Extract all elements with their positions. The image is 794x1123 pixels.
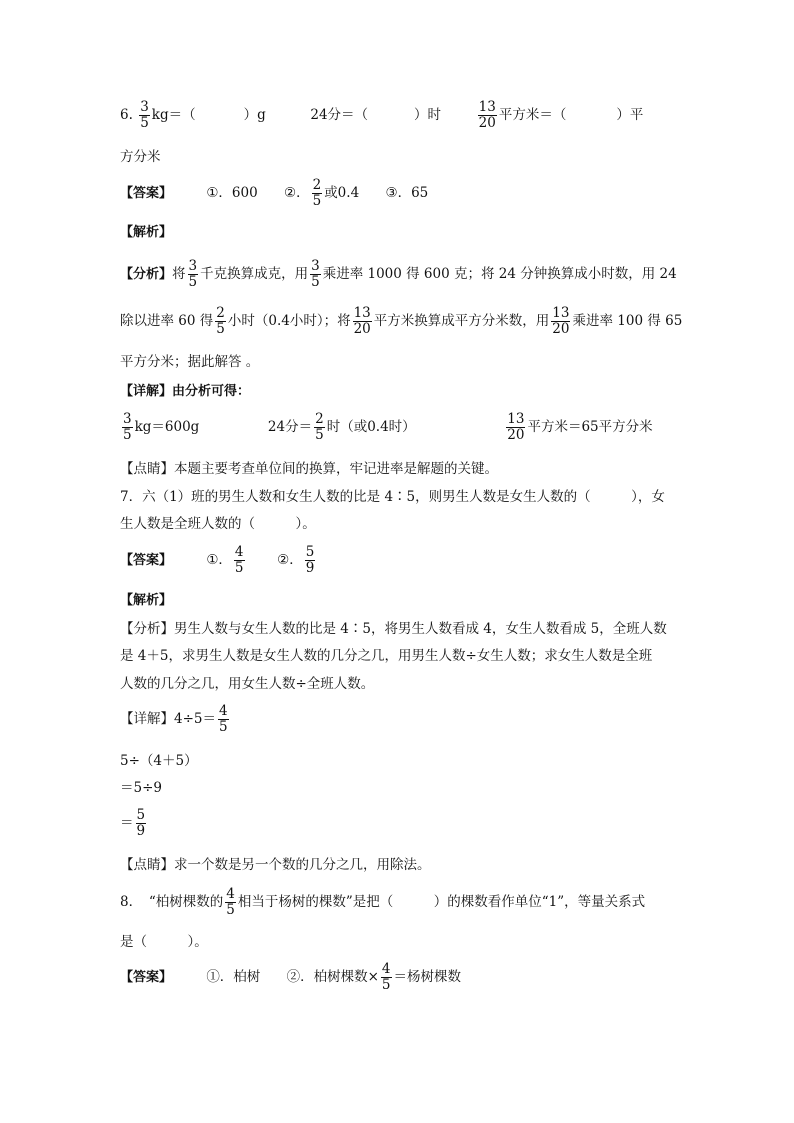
fraction: $\frac{4}{5}$ <box>234 544 244 576</box>
fraction: $\frac{2}{5}$ <box>216 305 225 337</box>
fraction: $\frac{5}{9}$ <box>136 807 146 839</box>
fraction: $\frac{3}{5}$ <box>311 258 320 290</box>
fraction: $\frac{3}{5}$ <box>123 411 132 443</box>
q7-xiangjie-2: 5÷（4＋5） <box>120 753 198 769</box>
fraction: $\frac{4}{5}$ <box>219 703 228 735</box>
q7-fenxi-3: 人数的几分之几，用女生人数÷全班人数。 <box>120 676 375 692</box>
fraction: $\frac{3}{5}$ <box>188 258 198 290</box>
q6-xiangjie-label: 【详解】由分析可得： <box>120 384 251 399</box>
q6-number: 6. <box>120 107 133 123</box>
fraction: $\frac{13}{20}$ <box>478 99 496 131</box>
q7-fenxi-2: 是 4＋5，求男生人数是女生人数的几分之几，用男生人数÷女生人数；求女生人数是全班 <box>120 648 653 664</box>
q7-answer: 【答案】 ①． $\frac{4}{5}$ ②． $\frac{5}{9}$ <box>120 544 315 576</box>
q7-xiangjie-3: ＝5÷9 <box>120 780 162 796</box>
q7-jiexi: 【解析】 <box>120 593 173 608</box>
fraction: $\frac{13}{20}$ <box>552 305 570 337</box>
q6-line1: 6. $\frac{3}{5}$ kg＝（ ）g 24分＝（ ）时 $\frac{13}{20}$ 平方米＝（ ）平 <box>120 99 644 131</box>
fraction: $\frac{2}{5}$ <box>315 411 324 443</box>
q6-dianjing: 【点睛】本题主要考查单位间的换算，牢记进率是解题的关键。 <box>120 461 498 477</box>
fraction: $\frac{13}{20}$ <box>353 305 371 337</box>
q7-line2: 生人数是全班人数的（ ）。 <box>120 516 316 532</box>
q7-dianjing: 【点睛】求一个数是另一个数的几分之几，用除法。 <box>120 857 431 873</box>
fraction: $\frac{3}{5}$ <box>140 99 149 131</box>
q7-line1: 7．六（1）班的男生人数和女生人数的比是 4∶5，则男生人数是女生人数的（ ），女 <box>120 489 665 505</box>
q6-fenxi-3: 平方分米；据此解答 。 <box>120 354 260 370</box>
q7-xiangjie-1: 【详解】4÷5＝ $\frac{4}{5}$ <box>120 703 228 735</box>
q6-jiexi: 【解析】 <box>120 225 173 240</box>
q6-answer: 【答案】 ①．600 ②． $\frac{2}{5}$ 或0.4 ③．65 <box>120 177 429 209</box>
q6-fenxi-2: 除以进率 60 得 $\frac{2}{5}$ 小时（0.4小时）；将 $\frac{13}{20}$ 平方米换算成平方分米数，用 $\frac{13}{20}$ 乘进率 100 得 65 <box>120 305 683 337</box>
q7-fenxi-1: 【分析】男生人数与女生人数的比是 4∶5，将男生人数看成 4，女生人数看成 5，全班人数 <box>120 621 667 637</box>
fraction: $\frac{2}{5}$ <box>312 177 322 209</box>
q8-answer: 【答案】 ①．柏树 ②．柏树棵数× $\frac{4}{5}$ ＝杨树棵数 <box>120 961 462 993</box>
fraction: $\frac{4}{5}$ <box>381 961 391 993</box>
fraction: $\frac{4}{5}$ <box>226 886 235 918</box>
q6-fenxi-1: 【分析】将 $\frac{3}{5}$ 千克换算成克，用 $\frac{3}{5}$ 乘进率 1000 得 600 克；将 24 分钟换算成小时数，用 24 <box>120 258 677 290</box>
q7-xiangjie-4: ＝ $\frac{5}{9}$ <box>120 807 146 839</box>
fraction: $\frac{13}{20}$ <box>507 411 525 443</box>
q6-xiangjie-content: $\frac{3}{5}$ kg＝600g 24分＝ $\frac{2}{5}$ 时（或0.4时） $\frac{13}{20}$ 平方米＝65平方分米 <box>123 411 653 443</box>
q8-line2: 是（ ）。 <box>120 934 208 950</box>
fraction: $\frac{5}{9}$ <box>305 544 315 576</box>
q8-line1: 8． “柏树棵数的 $\frac{4}{5}$ 相当于杨树的棵数”是把（ ）的棵数看作单位“1”，等量关系式 <box>120 886 646 918</box>
q6-line2: 方分米 <box>120 149 161 165</box>
